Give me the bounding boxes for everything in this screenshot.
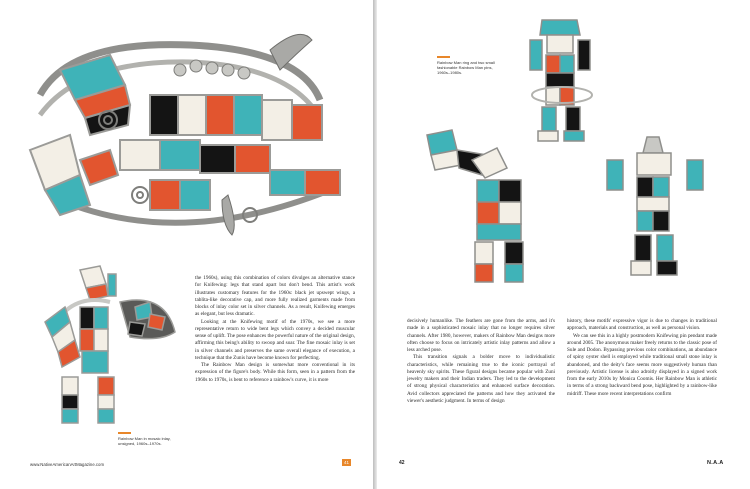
left-body-column (195, 275, 355, 384)
rainbow-man-pin-photo (40, 262, 190, 442)
right-body-column-2 (567, 318, 717, 398)
body-paragraph: This transition signals a bolder move to individualistic characteristics, while remaining true to the iconic portrayal of heavenly sky spirits. These figural designs became popular with Zuni jewelry makers and their Indian traders. They led to the development of strong physical characteristics and enhanced surface decoration. Avid collectors appreciated the patterns and how they activated the viewer's aesthetic judgment. In terms of design (407, 354, 555, 404)
body-paragraph: Looking at the Knifewing motif of the 1970s, we see a more representative return to wide bent legs which convey a decided muscular sense of uplift. The pose enhances the powerful nature of the original design, affirming this being's ability to swoop and soar. The fine mosaic inlay is set in silver channels and preserves the same overall elegance of execution, a technique that the Zunis have become known for perfecting. (195, 318, 355, 361)
footer-url[interactable]: www.NativeAmericanArtMagazine.com (30, 462, 105, 467)
caption-accent-bar (437, 56, 450, 58)
left-page (0, 0, 373, 489)
right-page (377, 0, 750, 489)
caption-accent-bar (118, 432, 131, 434)
body-paragraph: decisively humanlike. The feathers are gone from the arms, and it's made in a sophisticated mosaic inlay that no longer requires silver channels. After 1980, however, makers of Rainbow Man designs more often choose to focus on intricately artistic inlay patterns and allow a less arched pose. (407, 318, 555, 353)
rainbow-man-pin-right-photo (597, 135, 717, 305)
rainbow-man-caption: Rainbow Man in mosaic inlay, unsigned, 1960s–1970s. (118, 436, 171, 447)
rainbow-man-pin-left-photo (417, 120, 547, 300)
body-paragraph: We can see this in a highly postmodern Knifewing pin pendant made around 2005. The anonymous maker freely returns to the classic pose of Sule and Dodon. Bypassing previous color combinations, an abundance of spiny oyster shell is employed while traditional small stone inlay is abandoned, and the deity's face seems more suggestively human than previously. Artistic license is also adroitly displayed in a signed work from the early 2010s by Monica Coomis. Her Rainbow Man is athletic in terms of a strong backward bend pose, highlighted by a rainbow-like midriff. These more recent interpretations confirm (567, 332, 717, 397)
right-body-column-1 (407, 318, 555, 405)
page-number: 41 (343, 460, 349, 465)
page-number: 42 (399, 460, 405, 466)
body-paragraph: the 1960s), using this combination of colors divulges an alternative stance for Knifewing: legs that stand apart but don't bend. This artist's work illustrates customary features for the 1960s: black jet upswept wings, a tablita-like decorative cap, and more fully realized garments made from blocks of inlay color set in silver channels. As a result, Knifewing emerges as elegant, but less dramatic. (195, 275, 355, 318)
knifewing-bracelet-photo (0, 0, 373, 250)
body-paragraph: history, these motifs' expressive vigor is due to changes in traditional approach, materials and construction, as well as personal vision. (567, 318, 717, 332)
magazine-logo: N.A.A (707, 460, 724, 466)
body-paragraph: The Rainbow Man design is somewhat more conventional in its expression of the figure's body. While this form, seen in a pattern from the 1960s to 1970s, is bent to reference a rainbow's curve, it is more (195, 362, 355, 383)
ring-pins-caption: Rainbow Man ring and two small fashionable Rainbow Man pins, 1960s–1980s. (437, 60, 495, 76)
